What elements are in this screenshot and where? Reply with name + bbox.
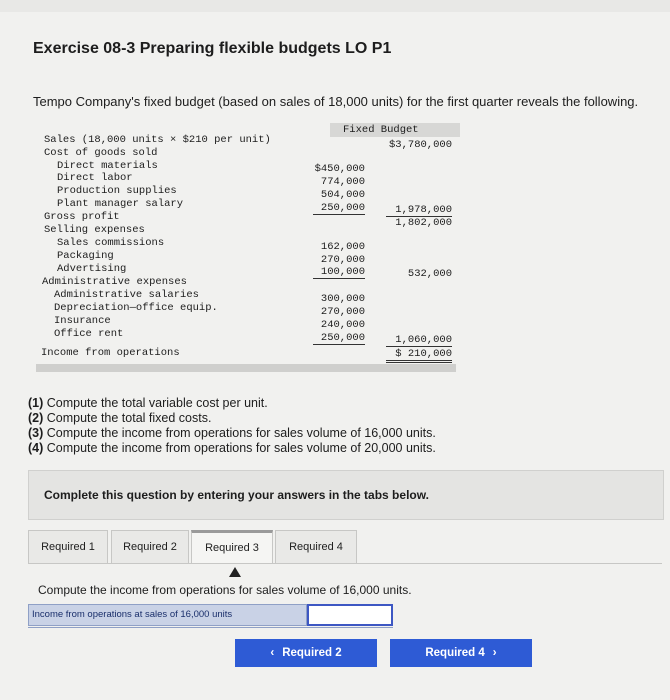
question-4: (4) Compute the income from operations for sales volume of 20,000 units.	[28, 441, 436, 455]
admin-total: 1,060,000	[386, 334, 452, 347]
prev-button-label: Required 2	[282, 647, 342, 659]
depreciation-label: Depreciation—office equip.	[54, 302, 218, 314]
direct-labor-value: 774,000	[320, 176, 365, 188]
production-supplies-label: Production supplies	[57, 185, 177, 197]
packaging-label: Packaging	[57, 250, 114, 262]
mouse-cursor-icon	[229, 567, 241, 577]
question-3: (3) Compute the income from operations for sales volume of 16,000 units.	[28, 426, 436, 440]
tab-content-border	[28, 563, 662, 564]
advertising-label: Advertising	[57, 263, 127, 275]
exercise-intro: Tempo Company's fixed budget (based on sales of 18,000 units) for the first quarter reveals the following.	[33, 94, 639, 109]
sales-commissions-label: Sales commissions	[57, 237, 165, 249]
tab-required-4[interactable]: Required 4	[275, 530, 357, 564]
selling-expenses-label: Selling expenses	[44, 224, 145, 236]
direct-labor-label: Direct labor	[57, 172, 133, 184]
tab-required-3[interactable]: Required 3	[191, 530, 273, 564]
insurance-label: Insurance	[54, 315, 111, 327]
next-required-4-button[interactable]	[390, 639, 532, 667]
question-1: (1) Compute the total variable cost per unit.	[28, 396, 268, 410]
cogs-label: Cost of goods sold	[44, 147, 158, 159]
admin-salaries-label: Administrative salaries	[54, 289, 199, 301]
depreciation-value: 270,000	[320, 306, 365, 318]
tab-required-1[interactable]: Required 1	[28, 530, 108, 564]
budget-footer-bar	[36, 364, 456, 372]
tab-required-2[interactable]: Required 2	[111, 530, 189, 564]
question-2: (2) Compute the total fixed costs.	[28, 411, 212, 425]
income-16000-label: Income from operations at sales of 16,000 units	[28, 604, 307, 626]
chevron-right-icon: ›	[492, 647, 497, 659]
prev-required-2-button[interactable]	[235, 639, 377, 667]
selling-total: 532,000	[407, 268, 452, 280]
office-rent-value: 250,000	[313, 332, 365, 345]
top-strip	[0, 0, 670, 12]
answer-row-underline	[28, 627, 393, 628]
advertising-value: 100,000	[313, 266, 365, 279]
income-label: Income from operations	[41, 347, 180, 359]
plant-manager-label: Plant manager salary	[57, 198, 184, 210]
office-rent-label: Office rent	[54, 328, 124, 340]
production-supplies-value: 504,000	[320, 189, 365, 201]
admin-salaries-value: 300,000	[320, 293, 365, 305]
gross-profit-value: 1,802,000	[395, 217, 452, 229]
plant-manager-value: 250,000	[313, 202, 365, 215]
direct-materials-label: Direct materials	[57, 160, 158, 172]
sales-value: $3,780,000	[388, 139, 452, 151]
admin-expenses-label: Administrative expenses	[42, 276, 187, 288]
sales-label: Sales (18,000 units × $210 per unit)	[44, 134, 271, 146]
sales-commissions-value: 162,000	[320, 241, 365, 253]
exercise-title: Exercise 08-3 Preparing flexible budgets LO P1	[33, 40, 392, 57]
budget-column-header: Fixed Budget	[343, 124, 419, 136]
income-value: $ 210,000	[386, 348, 452, 363]
gross-profit-label: Gross profit	[44, 211, 120, 223]
tab-instruction: Compute the income from operations for sales volume of 16,000 units.	[38, 583, 412, 597]
next-button-label: Required 4	[425, 647, 485, 659]
instruction-text: Complete this question by entering your answers in the tabs below.	[44, 488, 429, 502]
income-16000-input[interactable]	[307, 604, 393, 626]
chevron-left-icon: ‹	[270, 647, 275, 659]
cogs-total: 1,978,000	[386, 204, 452, 217]
packaging-value: 270,000	[320, 254, 365, 266]
insurance-value: 240,000	[320, 319, 365, 331]
direct-materials-value: $450,000	[314, 163, 365, 175]
